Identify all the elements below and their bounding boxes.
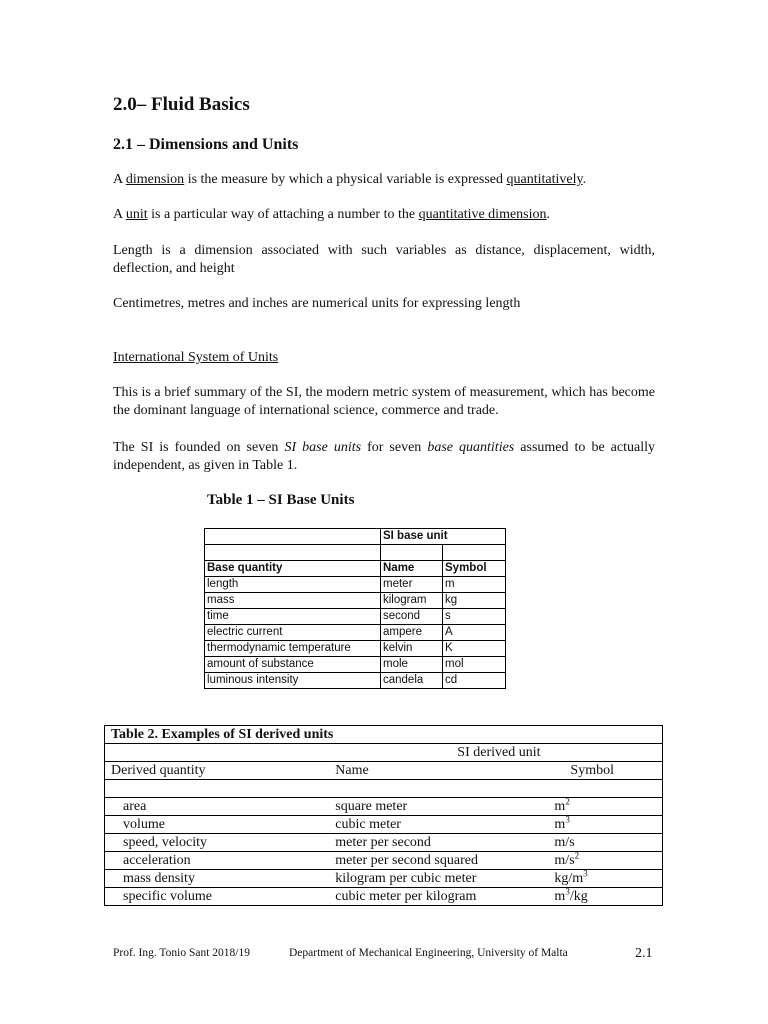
units-paragraph: Centimetres, metres and inches are numerical units for expressing length [113, 296, 521, 311]
table-row: thermodynamic temperature kelvin K [205, 641, 506, 657]
table-row: mass density kilogram per cubic meter $kg/m^3$ [105, 870, 663, 888]
footer-author: Prof. Ing. Tonio Sant 2018/19 [113, 947, 250, 959]
table-row: luminous intensity candela cd [205, 673, 506, 689]
table-row: area square meter $m^2$ [105, 798, 663, 816]
table-row: acceleration meter per second squared $m/s^2$ [105, 852, 663, 870]
quantitative-dimension-term: quantitative dimension [418, 207, 547, 222]
table1-caption: Table 1 – SI Base Units [207, 492, 355, 508]
table-row: electric current ampere A [205, 625, 506, 641]
si-base-paragraph: The SI is founded on seven SI base units for seven base quantities assumed to be actually independent, as given in Table 1. [113, 440, 655, 473]
section-title: 2.1 – Dimensions and Units [113, 136, 299, 153]
table2-header-row: Derived quantity Name Symbol [105, 762, 663, 780]
table1-header-row: Base quantity Name Symbol [205, 561, 506, 577]
dimension-term: dimension [125, 172, 185, 187]
footer-department: Department of Mechanical Engineering, University of Malta [289, 947, 568, 959]
table-row: volume cubic meter $m^3$ [105, 816, 663, 834]
si-derived-units-table [104, 725, 663, 906]
table-row: amount of substance mole mol [205, 657, 506, 673]
table-row: specific volume cubic meter per kilogram $m^3/kg$ [105, 888, 663, 906]
si-heading: International System of Units [113, 350, 279, 365]
table-row: time second s [205, 609, 506, 625]
si-summary-paragraph: This is a brief summary of the SI, the modern metric system of measurement, which has become the dominant language of international science, commerce and trade. [113, 385, 655, 418]
page-number: 2.1 [635, 946, 653, 961]
table2-group-header: SI derived unit [331, 744, 662, 762]
unit-definition: A unit is a particular way of attaching a number to the quantitative dimension. [113, 207, 551, 222]
table-row: length meter m [205, 577, 506, 593]
quantitatively-term: quantitatively [506, 172, 583, 187]
table1-group-header: SI base unit [381, 529, 506, 545]
si-base-units-table [204, 528, 506, 689]
table-row: speed, velocity meter per second m/s [105, 834, 663, 852]
table-row: mass kilogram kg [205, 593, 506, 609]
page-title: 2.0– Fluid Basics [113, 94, 250, 115]
table2-caption: Table 2. Examples of SI derived units [111, 727, 334, 742]
dimension-definition: A dimension is the measure by which a physical variable is expressed quantitatively. [113, 172, 587, 187]
unit-term: unit [125, 207, 148, 222]
length-paragraph: Length is a dimension associated with such variables as distance, displacement, width, deflection, and height [113, 243, 655, 276]
